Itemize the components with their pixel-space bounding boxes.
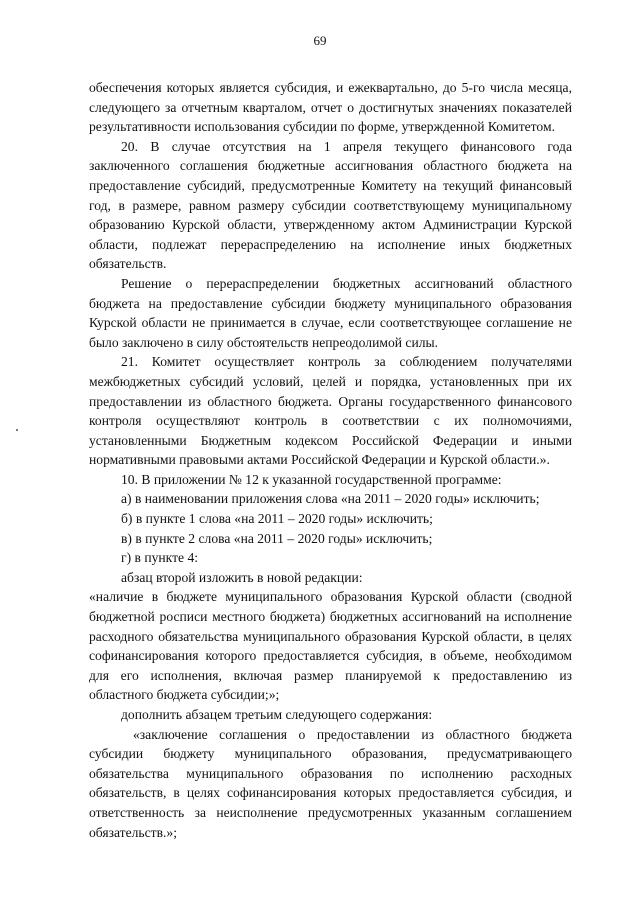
paragraph-continuation: обеспечения которых является субсидия, и ежеквартально, до 5-го числа месяца, следующего за отчетным кварталом, отчет о достигнутых значениях показателей результативности использования субсидии по форме, утвержденной Комитетом. xyxy=(89,80,572,135)
paragraph-quoted-new-edition: «наличие в бюджете муниципального образования Курской области (сводной бюджетной росписи местного бюджета) бюджетных ассигнований на исполнение расходного обязательства муниципального образования Курской области, в целях софинансирования которого предоставляется субсидия, в объеме, необходимом для его исполнения, включая размер планируемой к предоставлению из областного бюджета субсидии;»; xyxy=(89,589,572,703)
paragraph-redistribution-decision: Решение о перераспределении бюджетных ассигнований областного бюджета на предоставление субсидии бюджету муниципального образования Курской области не принимается в случае, если соответствующее соглашение не было заключено в силу обстоятельств непреодолимой силы. xyxy=(89,275,572,350)
paragraph-clause-21: 21. Комитет осуществляет контроль за соблюдением получателями межбюджетных субсидий условий, целей и порядка, установленных при их предоставлении из областного бюджета. Органы государственного финансового контроля осуществляют контроль в соответствии с их полномочиями, установленными Бюджетным кодексом Российской Федерации и иными нормативными правовыми актами Российской Федерации и Курской области.». xyxy=(89,354,572,468)
paragraph-subitem-v: в) в пункте 2 слова «на 2011 – 2020 годы» исключить; xyxy=(121,530,433,546)
paragraph-clause-20: 20. В случае отсутствия на 1 апреля текущего финансового года заключенного соглашения бюджетные ассигнования областного бюджета на предоставление субсидий, предусмотренные Комитету на текущий финансовый год, в размере, равном размеру субсидии соответствующему муниципальному образованию Курской области, утвержденному актом Администрации Курской области, подлежат перераспределению на исполнение иных бюджетных обязательств. xyxy=(89,138,572,272)
document-body xyxy=(89,78,572,842)
paragraph-subitem-b: б) в пункте 1 слова «на 2011 – 2020 годы» исключить; xyxy=(121,511,433,527)
scan-speck xyxy=(16,429,18,431)
paragraph-subitem-a: а) в наименовании приложения слова «на 2011 – 2020 годы» исключить; xyxy=(121,491,540,507)
paragraph-third-abzac-intro: дополнить абзацем третьим следующего содержания: xyxy=(121,707,433,722)
paragraph-item-10: 10. В приложении № 12 к указанной государственной программе: xyxy=(121,471,502,487)
page-number: 69 xyxy=(313,33,327,48)
paragraph-second-abzac-intro: абзац второй изложить в новой редакции: xyxy=(121,569,363,585)
paragraph-subitem-g: г) в пункте 4: xyxy=(121,550,199,566)
paragraph-quoted-agreement: «заключение соглашения о предоставлении из областного бюджета субсидии бюджету муниципального образования, предусматривающего обязательства муниципального образования по исполнению расходных обязательств, в целях софинансирования которых предоставляется субсидия, и ответственность за неисполнение предусмотренных указанным соглашением обязательств.»; xyxy=(89,726,572,840)
